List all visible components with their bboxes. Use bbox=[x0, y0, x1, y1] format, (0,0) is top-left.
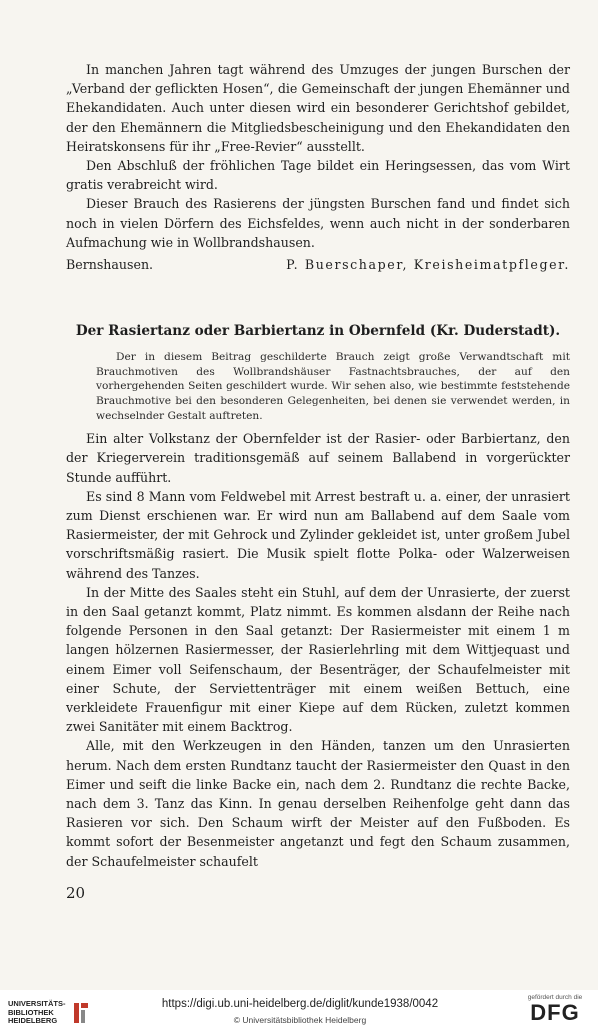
library-name-line: HEIDELBERG bbox=[8, 1016, 58, 1026]
library-name-line: BIBLIOTHEK bbox=[8, 1007, 54, 1017]
article-body bbox=[66, 429, 570, 871]
paragraph: Es sind 8 Mann vom Feldwebel mit Arrest bestraft u. a. einer, der unrasiert zum Dienst erschienen war. Er wird nun am Ballabend auf dem Saale vom Rasiermeister, der mit Gehrock und Zylinder gekleidet ist, unter großem Jubel vorschriftsmäßig rasiert. Die Musik spielt flotte Polka- oder Walzerweisen während des Tanzes. bbox=[66, 488, 570, 581]
page-content bbox=[66, 60, 570, 871]
permalink-url[interactable]: https://digi.ub.uni-heidelberg.de/diglit/kunde1938/0042 bbox=[161, 998, 439, 1010]
paragraph: Alle, mit den Werkzeugen in den Händen, tanzen um den Unrasierten herum. Nach dem ersten Rundtanz taucht der Rasiermeister den Quast in den Eimer und seift die linke Backe ein, nach dem 2. Rundtanz die rechte Backe, nach dem 3. Tanz das Kinn. In genau derselben Reihenfolge geht dann das Rasieren vor sich. Den Schaum wirft der Meister auf den Fußboden. Es kommt sofort der Besenmeister angetanzt und fegt den Schaum zusammen, der Schaufelmeister schaufelt bbox=[66, 738, 570, 869]
library-logo[interactable] bbox=[8, 998, 138, 1028]
paragraph: In der Mitte des Saales steht ein Stuhl, auf dem der Unrasierte, der zuerst in den Saal getanzt kommt, Platz nimmt. Es kommen alsdann der Reihe nach folgende Personen in den Saal getanzt: Der Rasiermeister mit einem 1 m langen hölzernen Rasiermesser, der Rasierlehrling mit dem Wittjequast und einem Eimer voll Seifenschaum, der Besenträger, der Schaufelmeister mit einer Schute, der Serviettenträger mit einem weißen Bettuch, eine verkleidete Frauenfigur mit einer Kiepe auf dem Rücken, zuletzt kommen zwei Sanitäter mit einem Backtrog. bbox=[66, 584, 570, 735]
page-number: 20 bbox=[66, 884, 86, 902]
signature-place: Bernshausen. bbox=[66, 257, 154, 273]
signature-author: P. Buerschaper, Kreisheimatpfleger. bbox=[286, 257, 570, 273]
copyright-notice: © Universitätsbibliothek Heidelberg bbox=[233, 1015, 367, 1025]
signature-line bbox=[66, 255, 570, 274]
paragraph: Ein alter Volkstanz der Obernfelder ist der Rasier- oder Barbiertanz, den der Kriegerverein traditionsgemäß auf seinem Ballabend in vorgerückter Stunde aufführt. bbox=[66, 431, 570, 485]
abstract: Der in diesem Beitrag geschilderte Brauch zeigt große Verwandtschaft mit Brauchmotiven des Wollbrandshäuser Fastnachtsbrauches, der auf den vorhergehenden Seiten geschildert wurde. Wir sehen also, wie bestimmte feststehende Brauchmotive bei den besonderen Gelegenheiten, bei denen sie verwendet werden, in wechselnder Gestalt auftreten. bbox=[96, 351, 570, 422]
library-emblem-icon bbox=[72, 1001, 90, 1025]
paragraph: Dieser Brauch des Rasierens der jüngsten Burschen fand und findet sich noch in vielen Dörfern des Eichsfeldes, wenn auch nicht in der sonderbaren Aufmachung wie in Wollbrandshausen. bbox=[66, 196, 570, 250]
paragraph: In manchen Jahren tagt während des Umzuges der jungen Burschen der „Verband der geflickten Hosen“, die Gemeinschaft der jungen Ehemänner und Ehekandidaten. Auch unter diesen wird ein besonderer Gerichtshof gebildet, der den Ehemännern die Mitgliedsbescheinigung und den Ehekandidaten den Heiratskonsens für ihr „Free-Revier“ ausstellt. bbox=[66, 62, 570, 154]
dfg-logo-text: DFG bbox=[530, 1000, 580, 1025]
viewer-footer bbox=[0, 990, 598, 1033]
dfg-logo[interactable] bbox=[520, 994, 590, 1025]
section-title: Der Rasiertanz oder Barbiertanz in Obernfeld (Kr. Duderstadt). bbox=[75, 323, 561, 340]
dfg-caption: gefördert durch die bbox=[527, 994, 583, 1001]
paragraph: Den Abschluß der fröhlichen Tage bildet ein Heringsessen, das vom Wirt gratis verabreicht wird. bbox=[66, 158, 570, 193]
library-name-line: UNIVERSITÄTS- bbox=[8, 999, 66, 1009]
